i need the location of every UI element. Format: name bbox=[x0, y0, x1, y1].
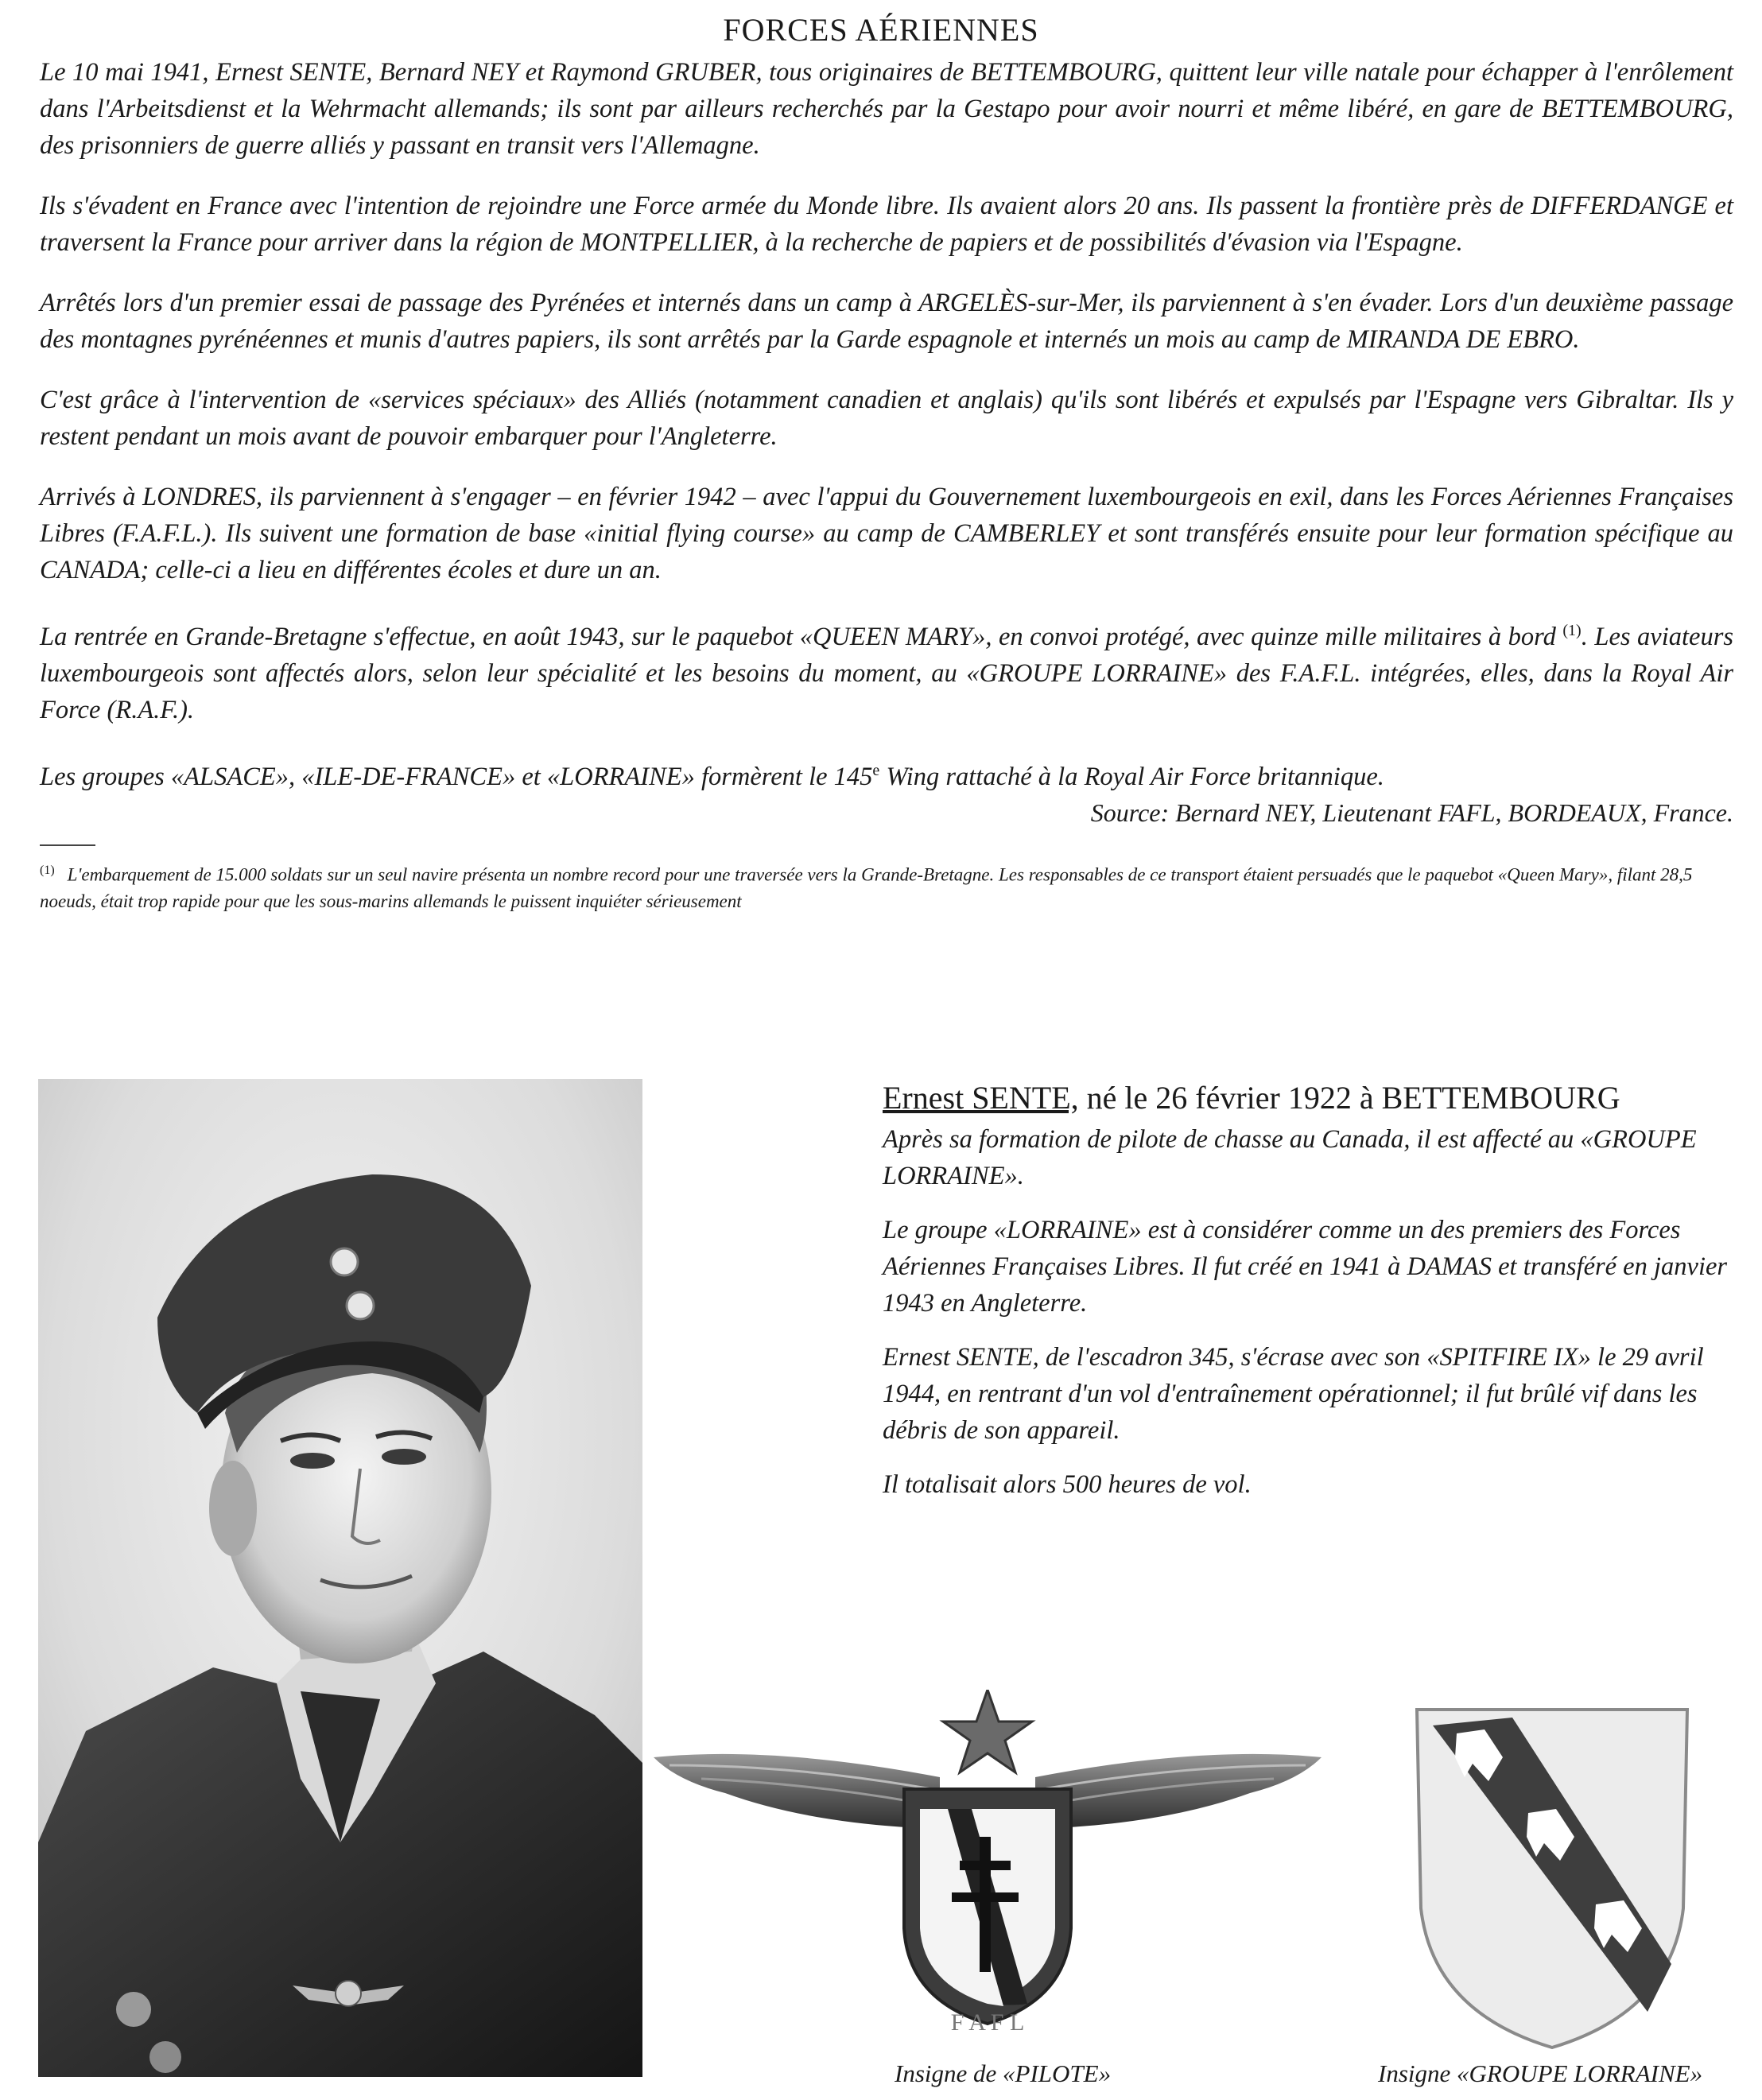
footnote bbox=[40, 857, 1725, 914]
caption-pilot-insignia: Insigne de «PILOTE» bbox=[895, 2059, 1112, 2087]
biography bbox=[883, 1080, 1733, 1520]
page-title: FORCES AÉRIENNES bbox=[723, 12, 1039, 48]
bio-paragraph-3: Ernest SENTE, de l'escadron 345, s'écrase avec son «SPITFIRE IX» le 29 avril 1944, en rentrant d'un vol d'entraînement opérationnel; il fut brûlé vif dans les débris de son appareil. bbox=[883, 1343, 1704, 1445]
footnote-mark: (1) bbox=[40, 864, 55, 877]
bio-birth: né le 26 février 1922 à BETTEMBOURG bbox=[1078, 1080, 1620, 1116]
paragraph-6-start: La rentrée en Grande-Bretagne s'effectue, en août 1943, sur le paquebot «QUEEN MARY», en convoi protégé, avec quinze mille militaires à bord bbox=[40, 622, 1556, 651]
pilot-wings-insignia bbox=[654, 1690, 1322, 2040]
footnote-reference[interactable]: (1) bbox=[1562, 622, 1582, 639]
paragraph-7-start: Les groupes «ALSACE», «ILE-DE-FRANCE» et «LORRAINE» formèrent le 145 bbox=[40, 762, 873, 791]
main-text bbox=[40, 54, 1733, 819]
groupe-lorraine-insignia bbox=[1409, 1702, 1695, 2051]
badge-letters: F A F L bbox=[950, 2009, 1025, 2036]
paragraph-6 bbox=[40, 612, 1733, 728]
paragraph-1: Le 10 mai 1941, Ernest SENTE, Bernard NEY et Raymond GRUBER, tous originaires de BETTEMBOURG, quittent leur ville natale pour échapper à l'enrôlement dans l'Arbeitsdienst et la Wehrmacht allemands; ils sont par ailleurs recherchés par la Gestapo pour avoir nourri et même libéré, en gare de BETTEMBOURG, des prisonniers de guerre alliés y passant en transit vers l'Allemagne. bbox=[40, 58, 1733, 160]
paragraph-7 bbox=[40, 752, 1733, 795]
ordinal-superscript: e bbox=[872, 761, 880, 779]
bio-paragraph-2: Le groupe «LORRAINE» est à considérer comme un des premiers des Forces Aériennes Françaises Libres. Il fut créé en 1941 à DAMAS et transféré en janvier 1943 en Angleterre. bbox=[883, 1216, 1728, 1318]
bio-name: Ernest SENTE, bbox=[883, 1080, 1079, 1116]
source-line: Source: Bernard NEY, Lieutenant FAFL, BORDEAUX, France. bbox=[1090, 798, 1733, 827]
footnote-text: L'embarquement de 15.000 soldats sur un seul navire présenta un nombre record pour une traversée vers la Grande-Bretagne. Les responsables de ce transport étaient persuadés que le paquebot «Queen Mary», filant 28,5 noeuds, était trop rapide pour que les sous-marins allemands le puissent inquiéter sérieusement bbox=[40, 864, 1693, 911]
caption-lorraine-insignia: Insigne «GROUPE LORRAINE» bbox=[1378, 2059, 1703, 2087]
footnote-divider bbox=[40, 844, 95, 846]
paragraph-7-end: Wing rattaché à la Royal Air Force britannique. bbox=[879, 762, 1384, 791]
paragraph-3: Arrêtés lors d'un premier essai de passage des Pyrénées et internés dans un camp à ARGELÈS-sur-Mer, ils parviennent à s'en évader. Lors d'un deuxième passage des montagnes pyrénéennes et munis d'autres papiers, ils sont arrêtés par la Garde espagnole et internés un mois au camp de MIRANDA DE EBRO. bbox=[40, 289, 1733, 354]
bio-paragraph-4: Il totalisait alors 500 heures de vol. bbox=[883, 1470, 1252, 1499]
paragraph-4: C'est grâce à l'intervention de «services spéciaux» des Alliés (notamment canadien et anglais) qu'ils sont libérés et expulsés par l'Espagne vers Gibraltar. Ils y restent pendant un mois avant de pouvoir embarquer pour l'Angleterre. bbox=[40, 386, 1733, 451]
paragraph-2: Ils s'évadent en France avec l'intention de rejoindre une Force armée du Monde libre. Ils avaient alors 20 ans. Ils passent la frontière près de DIFFERDANGE et traversent la France pour arriver dans la région de MONTPELLIER, à la recherche de papiers et de possibilités d'évasion via l'Espagne. bbox=[40, 192, 1733, 257]
bio-heading bbox=[883, 1080, 1733, 1116]
bio-paragraph-1: Après sa formation de pilote de chasse au Canada, il est affecté au «GROUPE LORRAINE». bbox=[883, 1125, 1697, 1190]
portrait-photo bbox=[38, 1079, 642, 2077]
paragraph-6-end: . Les aviateurs luxembourgeois sont affectés alors, selon leur spécialité et les besoins du moment, au «GROUPE LORRAINE» des F.A.F.L. intégrées, elles, dans la Royal Air Force (R.A.F.). bbox=[40, 622, 1733, 724]
paragraph-5: Arrivés à LONDRES, ils parviennent à s'engager – en février 1942 – avec l'appui du Gouvernement luxembourgeois en exil, dans les Forces Aériennes Françaises Libres (F.A.F.L.). Ils suivent une formation de base «initial flying course» au camp de CAMBERLEY et sont transférés ensuite pour leur formation spécifique au CANADA; celle-ci a lieu en différentes écoles et dure un an. bbox=[40, 483, 1733, 584]
